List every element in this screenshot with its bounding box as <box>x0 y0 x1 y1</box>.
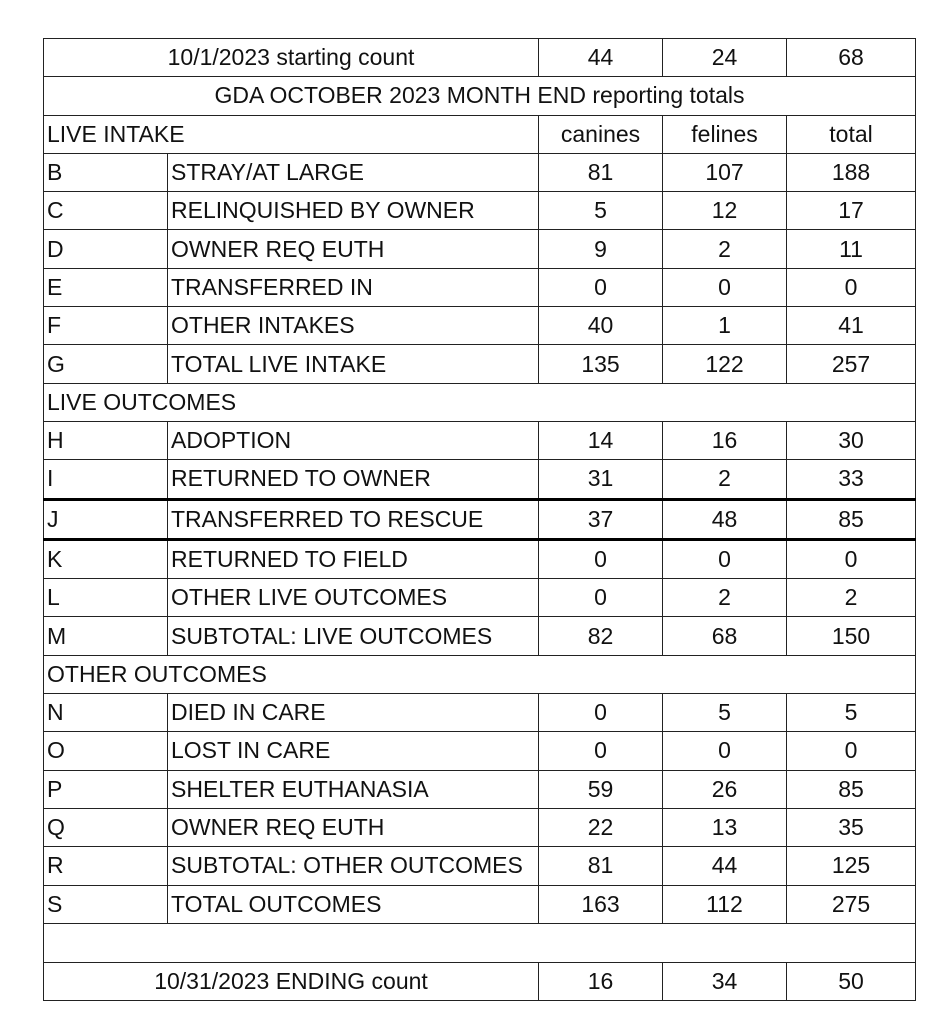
ending-count-label: 10/31/2023 ENDING count <box>44 962 539 1000</box>
table-row <box>44 539 916 578</box>
row-total: 85 <box>787 499 916 539</box>
row-code: B <box>44 153 168 191</box>
row-label: TOTAL LIVE INTAKE <box>168 345 539 383</box>
row-label: TRANSFERRED IN <box>168 268 539 306</box>
row-total: 11 <box>787 230 916 268</box>
row-felines: 26 <box>663 770 787 808</box>
row-label: RELINQUISHED BY OWNER <box>168 192 539 230</box>
row-total: 188 <box>787 153 916 191</box>
table-row <box>44 230 916 268</box>
col-header-felines: felines <box>663 115 787 153</box>
table-row <box>44 732 916 770</box>
table-row <box>44 499 916 539</box>
row-code: E <box>44 268 168 306</box>
row-code: M <box>44 617 168 655</box>
row-label: RETURNED TO OWNER <box>168 460 539 499</box>
table-row <box>44 460 916 499</box>
row-canines: 0 <box>539 732 663 770</box>
col-header-total: total <box>787 115 916 153</box>
ending-total: 50 <box>787 962 916 1000</box>
table-row <box>44 421 916 459</box>
row-code: R <box>44 847 168 885</box>
live-outcomes-section <box>44 421 916 655</box>
other-outcomes-header: OTHER OUTCOMES <box>44 655 916 693</box>
row-label: SUBTOTAL: LIVE OUTCOMES <box>168 617 539 655</box>
row-total: 0 <box>787 539 916 578</box>
row-canines: 82 <box>539 617 663 655</box>
table-row <box>44 579 916 617</box>
row-label: SHELTER EUTHANASIA <box>168 770 539 808</box>
row-canines: 81 <box>539 847 663 885</box>
row-total: 257 <box>787 345 916 383</box>
table-row <box>44 268 916 306</box>
row-label: DIED IN CARE <box>168 694 539 732</box>
starting-count-row <box>44 39 916 77</box>
row-code: L <box>44 579 168 617</box>
row-canines: 5 <box>539 192 663 230</box>
row-label: LOST IN CARE <box>168 732 539 770</box>
row-code: Q <box>44 808 168 846</box>
table-row <box>44 153 916 191</box>
row-canines: 0 <box>539 579 663 617</box>
starting-canines: 44 <box>539 39 663 77</box>
row-canines: 0 <box>539 268 663 306</box>
row-label: ADOPTION <box>168 421 539 459</box>
title-row <box>44 77 916 115</box>
row-label: TRANSFERRED TO RESCUE <box>168 499 539 539</box>
row-canines: 0 <box>539 694 663 732</box>
row-total: 0 <box>787 268 916 306</box>
table-row <box>44 307 916 345</box>
row-canines: 9 <box>539 230 663 268</box>
row-total: 85 <box>787 770 916 808</box>
ending-count-row <box>44 962 916 1000</box>
row-felines: 16 <box>663 421 787 459</box>
row-felines: 0 <box>663 268 787 306</box>
row-canines: 59 <box>539 770 663 808</box>
table-row <box>44 885 916 923</box>
row-felines: 48 <box>663 499 787 539</box>
row-label: SUBTOTAL: OTHER OUTCOMES <box>168 847 539 885</box>
table-row <box>44 694 916 732</box>
row-label: RETURNED TO FIELD <box>168 539 539 578</box>
ending-felines: 34 <box>663 962 787 1000</box>
row-code: P <box>44 770 168 808</box>
starting-felines: 24 <box>663 39 787 77</box>
row-canines: 81 <box>539 153 663 191</box>
starting-total: 68 <box>787 39 916 77</box>
row-canines: 14 <box>539 421 663 459</box>
row-label: OTHER INTAKES <box>168 307 539 345</box>
row-total: 33 <box>787 460 916 499</box>
row-felines: 2 <box>663 230 787 268</box>
row-total: 150 <box>787 617 916 655</box>
starting-count-label: 10/1/2023 starting count <box>44 39 539 77</box>
row-total: 125 <box>787 847 916 885</box>
row-total: 0 <box>787 732 916 770</box>
row-code: D <box>44 230 168 268</box>
row-total: 41 <box>787 307 916 345</box>
row-code: K <box>44 539 168 578</box>
row-label: STRAY/AT LARGE <box>168 153 539 191</box>
report-table <box>43 38 916 1001</box>
row-canines: 135 <box>539 345 663 383</box>
row-felines: 13 <box>663 808 787 846</box>
table-row <box>44 847 916 885</box>
row-code: H <box>44 421 168 459</box>
row-felines: 1 <box>663 307 787 345</box>
row-code: J <box>44 499 168 539</box>
row-canines: 22 <box>539 808 663 846</box>
row-label: TOTAL OUTCOMES <box>168 885 539 923</box>
row-total: 30 <box>787 421 916 459</box>
live-outcomes-header-row <box>44 383 916 421</box>
row-canines: 40 <box>539 307 663 345</box>
row-felines: 44 <box>663 847 787 885</box>
row-code: I <box>44 460 168 499</box>
row-total: 17 <box>787 192 916 230</box>
row-felines: 5 <box>663 694 787 732</box>
row-canines: 0 <box>539 539 663 578</box>
row-canines: 163 <box>539 885 663 923</box>
row-total: 275 <box>787 885 916 923</box>
ending-canines: 16 <box>539 962 663 1000</box>
live-intake-header: LIVE INTAKE <box>44 115 539 153</box>
row-felines: 107 <box>663 153 787 191</box>
row-felines: 0 <box>663 732 787 770</box>
row-felines: 2 <box>663 579 787 617</box>
table-row <box>44 770 916 808</box>
live-intake-section <box>44 153 916 383</box>
row-total: 5 <box>787 694 916 732</box>
table-row <box>44 192 916 230</box>
row-total: 2 <box>787 579 916 617</box>
row-felines: 68 <box>663 617 787 655</box>
table-row <box>44 345 916 383</box>
row-felines: 112 <box>663 885 787 923</box>
row-label: OTHER LIVE OUTCOMES <box>168 579 539 617</box>
row-felines: 2 <box>663 460 787 499</box>
spacer-cell <box>44 923 916 962</box>
row-label: OWNER REQ EUTH <box>168 230 539 268</box>
row-canines: 37 <box>539 499 663 539</box>
row-code: C <box>44 192 168 230</box>
table-row <box>44 808 916 846</box>
row-code: N <box>44 694 168 732</box>
col-header-canines: canines <box>539 115 663 153</box>
live-intake-header-row <box>44 115 916 153</box>
row-felines: 122 <box>663 345 787 383</box>
row-felines: 12 <box>663 192 787 230</box>
row-code: F <box>44 307 168 345</box>
other-outcomes-section <box>44 694 916 924</box>
live-outcomes-header: LIVE OUTCOMES <box>44 383 916 421</box>
row-label: OWNER REQ EUTH <box>168 808 539 846</box>
row-felines: 0 <box>663 539 787 578</box>
row-code: O <box>44 732 168 770</box>
spacer-row <box>44 923 916 962</box>
row-code: S <box>44 885 168 923</box>
row-total: 35 <box>787 808 916 846</box>
other-outcomes-header-row <box>44 655 916 693</box>
row-code: G <box>44 345 168 383</box>
report-title: GDA OCTOBER 2023 MONTH END reporting totals <box>44 77 916 115</box>
row-canines: 31 <box>539 460 663 499</box>
table-row <box>44 617 916 655</box>
